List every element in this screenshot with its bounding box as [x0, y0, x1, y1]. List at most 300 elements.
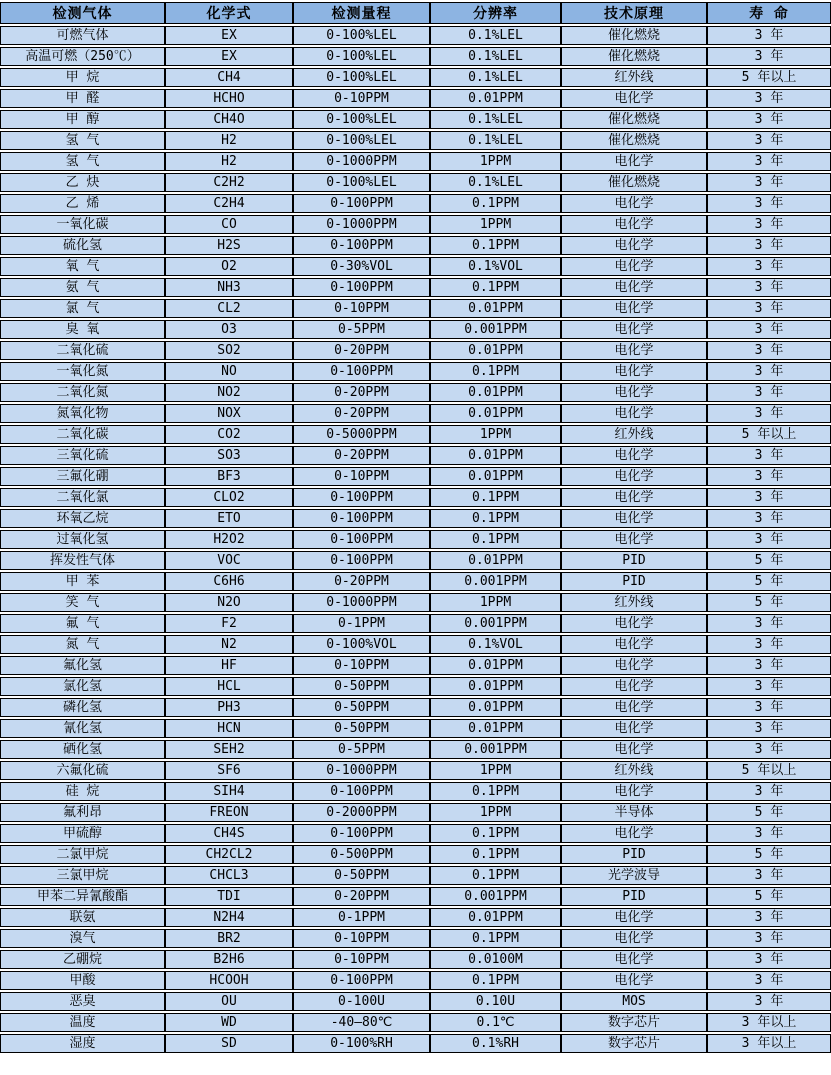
cell-chemical-formula: CL2: [165, 299, 293, 318]
cell-lifespan: 3 年: [707, 950, 831, 969]
cell-gas-name: 挥发性气体: [0, 551, 165, 570]
cell-chemical-formula: C6H6: [165, 572, 293, 591]
cell-resolution: 0.1PPM: [430, 845, 561, 864]
table-row: [0, 698, 831, 717]
cell-technology-principle: 数字芯片: [561, 1013, 707, 1032]
cell-resolution: 0.001PPM: [430, 887, 561, 906]
cell-gas-name: 硫化氢: [0, 236, 165, 255]
cell-chemical-formula: HCHO: [165, 89, 293, 108]
cell-chemical-formula: CO2: [165, 425, 293, 444]
cell-lifespan: 3 年: [707, 740, 831, 759]
cell-gas-name: 笑 气: [0, 593, 165, 612]
cell-detection-range: 0-100PPM: [293, 824, 430, 843]
cell-chemical-formula: O3: [165, 320, 293, 339]
cell-technology-principle: 电化学: [561, 362, 707, 381]
cell-resolution: 0.1PPM: [430, 782, 561, 801]
cell-detection-range: 0-50PPM: [293, 866, 430, 885]
cell-detection-range: 0-20PPM: [293, 887, 430, 906]
cell-gas-name: 湿度: [0, 1034, 165, 1053]
cell-technology-principle: 电化学: [561, 383, 707, 402]
cell-technology-principle: 电化学: [561, 740, 707, 759]
header-row: [0, 2, 831, 24]
cell-lifespan: 3 年: [707, 698, 831, 717]
cell-lifespan: 3 年: [707, 488, 831, 507]
cell-detection-range: 0-100U: [293, 992, 430, 1011]
cell-chemical-formula: C2H4: [165, 194, 293, 213]
cell-resolution: 1PPM: [430, 803, 561, 822]
cell-technology-principle: 电化学: [561, 635, 707, 654]
cell-chemical-formula: NH3: [165, 278, 293, 297]
cell-lifespan: 3 年以上: [707, 1013, 831, 1032]
cell-lifespan: 3 年: [707, 530, 831, 549]
cell-detection-range: 0-100PPM: [293, 509, 430, 528]
cell-technology-principle: PID: [561, 845, 707, 864]
table-row: [0, 677, 831, 696]
cell-chemical-formula: FREON: [165, 803, 293, 822]
cell-chemical-formula: WD: [165, 1013, 293, 1032]
table-row: [0, 131, 831, 150]
cell-detection-range: 0-5000PPM: [293, 425, 430, 444]
cell-resolution: 0.001PPM: [430, 320, 561, 339]
cell-detection-range: 0-20PPM: [293, 383, 430, 402]
cell-gas-name: 溴气: [0, 929, 165, 948]
cell-technology-principle: 半导体: [561, 803, 707, 822]
cell-gas-name: 一氧化氮: [0, 362, 165, 381]
header-gas-name: 检测气体: [0, 2, 165, 24]
cell-detection-range: 0-100%LEL: [293, 110, 430, 129]
cell-detection-range: 0-1PPM: [293, 614, 430, 633]
cell-resolution: 0.1PPM: [430, 278, 561, 297]
cell-detection-range: 0-1PPM: [293, 908, 430, 927]
cell-gas-name: 三氧化硫: [0, 446, 165, 465]
cell-chemical-formula: NO: [165, 362, 293, 381]
cell-detection-range: 0-100PPM: [293, 782, 430, 801]
cell-detection-range: 0-50PPM: [293, 677, 430, 696]
cell-technology-principle: PID: [561, 887, 707, 906]
cell-chemical-formula: CO: [165, 215, 293, 234]
cell-gas-name: 甲硫醇: [0, 824, 165, 843]
table-row: [0, 194, 831, 213]
cell-chemical-formula: CLO2: [165, 488, 293, 507]
cell-detection-range: 0-100PPM: [293, 194, 430, 213]
cell-gas-name: 温度: [0, 1013, 165, 1032]
cell-resolution: 1PPM: [430, 593, 561, 612]
cell-gas-name: 氟利昂: [0, 803, 165, 822]
table-row: [0, 47, 831, 66]
header-chemical-formula: 化学式: [165, 2, 293, 24]
cell-lifespan: 3 年: [707, 719, 831, 738]
cell-gas-name: 硒化氢: [0, 740, 165, 759]
cell-gas-name: 氮氧化物: [0, 404, 165, 423]
cell-chemical-formula: HF: [165, 656, 293, 675]
cell-chemical-formula: N2O: [165, 593, 293, 612]
cell-gas-name: 氮 气: [0, 635, 165, 654]
cell-gas-name: 可燃气体: [0, 26, 165, 45]
cell-lifespan: 3 年: [707, 194, 831, 213]
cell-chemical-formula: H2: [165, 152, 293, 171]
cell-gas-name: 氟 气: [0, 614, 165, 633]
cell-detection-range: 0-1000PPM: [293, 761, 430, 780]
table-row: [0, 635, 831, 654]
table-row: [0, 530, 831, 549]
cell-lifespan: 3 年: [707, 26, 831, 45]
cell-technology-principle: 电化学: [561, 257, 707, 276]
cell-lifespan: 3 年: [707, 404, 831, 423]
cell-technology-principle: 电化学: [561, 530, 707, 549]
cell-lifespan: 3 年: [707, 614, 831, 633]
cell-chemical-formula: CH2CL2: [165, 845, 293, 864]
table-row: [0, 236, 831, 255]
cell-chemical-formula: HCOOH: [165, 971, 293, 990]
cell-lifespan: 3 年: [707, 362, 831, 381]
cell-chemical-formula: TDI: [165, 887, 293, 906]
cell-lifespan: 3 年: [707, 236, 831, 255]
cell-technology-principle: MOS: [561, 992, 707, 1011]
cell-detection-range: 0-100PPM: [293, 551, 430, 570]
table-row: [0, 866, 831, 885]
cell-gas-name: 环氧乙烷: [0, 509, 165, 528]
cell-resolution: 0.1PPM: [430, 236, 561, 255]
table-row: [0, 656, 831, 675]
cell-gas-name: 一氧化碳: [0, 215, 165, 234]
cell-gas-name: 三氯甲烷: [0, 866, 165, 885]
cell-technology-principle: 电化学: [561, 908, 707, 927]
cell-resolution: 0.01PPM: [430, 89, 561, 108]
cell-detection-range: 0-100PPM: [293, 236, 430, 255]
table-body: [0, 26, 831, 1053]
table-row: [0, 68, 831, 87]
cell-lifespan: 5 年: [707, 887, 831, 906]
table-row: [0, 383, 831, 402]
table-row: [0, 89, 831, 108]
cell-lifespan: 5 年: [707, 845, 831, 864]
cell-chemical-formula: N2H4: [165, 908, 293, 927]
cell-resolution: 0.1%LEL: [430, 68, 561, 87]
cell-detection-range: 0-10PPM: [293, 950, 430, 969]
cell-detection-range: 0-100%LEL: [293, 26, 430, 45]
cell-resolution: 0.001PPM: [430, 740, 561, 759]
cell-gas-name: 氟化氢: [0, 656, 165, 675]
cell-chemical-formula: F2: [165, 614, 293, 633]
cell-lifespan: 3 年: [707, 257, 831, 276]
cell-chemical-formula: VOC: [165, 551, 293, 570]
cell-gas-name: 联氨: [0, 908, 165, 927]
cell-chemical-formula: SO3: [165, 446, 293, 465]
cell-technology-principle: 电化学: [561, 698, 707, 717]
cell-chemical-formula: PH3: [165, 698, 293, 717]
cell-resolution: 0.1PPM: [430, 530, 561, 549]
cell-lifespan: 3 年: [707, 47, 831, 66]
cell-lifespan: 3 年: [707, 383, 831, 402]
cell-detection-range: 0-50PPM: [293, 719, 430, 738]
cell-lifespan: 5 年: [707, 551, 831, 570]
table-row: [0, 488, 831, 507]
cell-technology-principle: 催化燃烧: [561, 110, 707, 129]
cell-resolution: 0.001PPM: [430, 572, 561, 591]
cell-chemical-formula: B2H6: [165, 950, 293, 969]
cell-chemical-formula: H2S: [165, 236, 293, 255]
cell-lifespan: 3 年: [707, 320, 831, 339]
cell-chemical-formula: SF6: [165, 761, 293, 780]
cell-gas-name: 乙 烯: [0, 194, 165, 213]
cell-lifespan: 5 年以上: [707, 761, 831, 780]
cell-technology-principle: 电化学: [561, 677, 707, 696]
cell-chemical-formula: OU: [165, 992, 293, 1011]
cell-lifespan: 3 年: [707, 446, 831, 465]
cell-technology-principle: 电化学: [561, 446, 707, 465]
cell-chemical-formula: SEH2: [165, 740, 293, 759]
cell-technology-principle: 电化学: [561, 824, 707, 843]
cell-detection-range: 0-50PPM: [293, 698, 430, 717]
cell-technology-principle: 电化学: [561, 509, 707, 528]
cell-resolution: 0.1PPM: [430, 488, 561, 507]
cell-chemical-formula: HCL: [165, 677, 293, 696]
cell-gas-name: 六氟化硫: [0, 761, 165, 780]
table-row: [0, 971, 831, 990]
cell-resolution: 0.1PPM: [430, 509, 561, 528]
cell-technology-principle: 电化学: [561, 488, 707, 507]
cell-lifespan: 3 年: [707, 173, 831, 192]
cell-technology-principle: 电化学: [561, 614, 707, 633]
cell-lifespan: 3 年: [707, 278, 831, 297]
cell-detection-range: 0-100PPM: [293, 278, 430, 297]
table-row: [0, 740, 831, 759]
table-row: [0, 341, 831, 360]
cell-lifespan: 3 年: [707, 635, 831, 654]
table-row: [0, 152, 831, 171]
cell-lifespan: 5 年以上: [707, 68, 831, 87]
table-row: [0, 845, 831, 864]
cell-lifespan: 3 年: [707, 908, 831, 927]
cell-detection-range: 0-100PPM: [293, 530, 430, 549]
cell-detection-range: 0-10PPM: [293, 467, 430, 486]
table-row: [0, 719, 831, 738]
cell-gas-name: 高温可燃（250℃）: [0, 47, 165, 66]
cell-resolution: 0.01PPM: [430, 383, 561, 402]
cell-chemical-formula: SIH4: [165, 782, 293, 801]
cell-lifespan: 3 年: [707, 152, 831, 171]
cell-technology-principle: 电化学: [561, 320, 707, 339]
cell-resolution: 0.01PPM: [430, 719, 561, 738]
table-row: [0, 950, 831, 969]
cell-resolution: 0.01PPM: [430, 551, 561, 570]
cell-resolution: 1PPM: [430, 215, 561, 234]
cell-lifespan: 3 年: [707, 866, 831, 885]
cell-lifespan: 3 年: [707, 656, 831, 675]
table-row: [0, 509, 831, 528]
cell-detection-range: 0-20PPM: [293, 341, 430, 360]
cell-gas-name: 甲 烷: [0, 68, 165, 87]
cell-detection-range: 0-30%VOL: [293, 257, 430, 276]
cell-gas-name: 二氧化氯: [0, 488, 165, 507]
cell-lifespan: 3 年: [707, 782, 831, 801]
table-row: [0, 215, 831, 234]
cell-detection-range: 0-100%LEL: [293, 173, 430, 192]
cell-chemical-formula: SO2: [165, 341, 293, 360]
cell-gas-name: 甲 醇: [0, 110, 165, 129]
cell-resolution: 0.01PPM: [430, 467, 561, 486]
cell-resolution: 0.1%LEL: [430, 110, 561, 129]
cell-gas-name: 磷化氢: [0, 698, 165, 717]
cell-detection-range: 0-100%LEL: [293, 68, 430, 87]
cell-detection-range: 0-5PPM: [293, 320, 430, 339]
header-lifespan: 寿 命: [707, 2, 831, 24]
table-row: [0, 908, 831, 927]
cell-lifespan: 5 年: [707, 803, 831, 822]
cell-gas-name: 甲 苯: [0, 572, 165, 591]
cell-resolution: 0.1%RH: [430, 1034, 561, 1053]
cell-lifespan: 3 年: [707, 215, 831, 234]
cell-lifespan: 3 年: [707, 929, 831, 948]
cell-detection-range: -40—80℃: [293, 1013, 430, 1032]
cell-gas-name: 氨 气: [0, 278, 165, 297]
cell-lifespan: 3 年以上: [707, 1034, 831, 1053]
cell-detection-range: 0-1000PPM: [293, 215, 430, 234]
table-row: [0, 404, 831, 423]
table-row: [0, 173, 831, 192]
cell-chemical-formula: H2O2: [165, 530, 293, 549]
cell-resolution: 0.1PPM: [430, 866, 561, 885]
cell-lifespan: 5 年以上: [707, 425, 831, 444]
cell-technology-principle: 电化学: [561, 404, 707, 423]
cell-technology-principle: 电化学: [561, 341, 707, 360]
table-row: [0, 887, 831, 906]
cell-resolution: 0.1PPM: [430, 929, 561, 948]
cell-resolution: 0.0100M: [430, 950, 561, 969]
cell-technology-principle: 电化学: [561, 950, 707, 969]
cell-technology-principle: 电化学: [561, 152, 707, 171]
cell-chemical-formula: NO2: [165, 383, 293, 402]
cell-lifespan: 3 年: [707, 110, 831, 129]
cell-technology-principle: 电化学: [561, 971, 707, 990]
cell-detection-range: 0-20PPM: [293, 572, 430, 591]
cell-gas-name: 氰化氢: [0, 719, 165, 738]
cell-chemical-formula: CH4S: [165, 824, 293, 843]
table-row: [0, 362, 831, 381]
cell-gas-name: 甲酸: [0, 971, 165, 990]
cell-chemical-formula: H2: [165, 131, 293, 150]
cell-gas-name: 臭 氧: [0, 320, 165, 339]
table-row: [0, 425, 831, 444]
table-row: [0, 782, 831, 801]
cell-technology-principle: 催化燃烧: [561, 47, 707, 66]
cell-resolution: 0.1PPM: [430, 824, 561, 843]
cell-resolution: 0.10U: [430, 992, 561, 1011]
cell-chemical-formula: HCN: [165, 719, 293, 738]
cell-lifespan: 3 年: [707, 509, 831, 528]
cell-technology-principle: 电化学: [561, 299, 707, 318]
cell-technology-principle: 电化学: [561, 467, 707, 486]
cell-resolution: 0.1PPM: [430, 362, 561, 381]
cell-resolution: 1PPM: [430, 761, 561, 780]
table-row: [0, 1034, 831, 1053]
cell-detection-range: 0-5PPM: [293, 740, 430, 759]
cell-lifespan: 3 年: [707, 824, 831, 843]
table-row: [0, 320, 831, 339]
cell-detection-range: 0-500PPM: [293, 845, 430, 864]
cell-resolution: 1PPM: [430, 425, 561, 444]
cell-chemical-formula: CH4: [165, 68, 293, 87]
cell-detection-range: 0-10PPM: [293, 299, 430, 318]
cell-lifespan: 3 年: [707, 299, 831, 318]
cell-technology-principle: PID: [561, 572, 707, 591]
table-row: [0, 299, 831, 318]
cell-resolution: 0.01PPM: [430, 341, 561, 360]
cell-detection-range: 0-1000PPM: [293, 152, 430, 171]
cell-technology-principle: 电化学: [561, 719, 707, 738]
table-row: [0, 803, 831, 822]
cell-detection-range: 0-100%RH: [293, 1034, 430, 1053]
cell-detection-range: 0-10PPM: [293, 656, 430, 675]
cell-resolution: 0.1℃: [430, 1013, 561, 1032]
cell-technology-principle: 催化燃烧: [561, 173, 707, 192]
cell-technology-principle: 电化学: [561, 194, 707, 213]
cell-resolution: 0.001PPM: [430, 614, 561, 633]
cell-lifespan: 3 年: [707, 467, 831, 486]
cell-technology-principle: 电化学: [561, 929, 707, 948]
cell-detection-range: 0-100%LEL: [293, 47, 430, 66]
cell-technology-principle: 光学波导: [561, 866, 707, 885]
cell-resolution: 0.1%LEL: [430, 173, 561, 192]
cell-resolution: 0.1%LEL: [430, 131, 561, 150]
cell-lifespan: 3 年: [707, 341, 831, 360]
cell-gas-name: 过氧化氢: [0, 530, 165, 549]
table-row: [0, 551, 831, 570]
cell-gas-name: 二氧化碳: [0, 425, 165, 444]
cell-technology-principle: 电化学: [561, 89, 707, 108]
cell-resolution: 0.01PPM: [430, 299, 561, 318]
cell-detection-range: 0-100PPM: [293, 971, 430, 990]
cell-technology-principle: 催化燃烧: [561, 26, 707, 45]
cell-chemical-formula: CHCL3: [165, 866, 293, 885]
cell-gas-name: 恶臭: [0, 992, 165, 1011]
cell-detection-range: 0-20PPM: [293, 404, 430, 423]
cell-gas-name: 乙 炔: [0, 173, 165, 192]
cell-technology-principle: 电化学: [561, 656, 707, 675]
cell-resolution: 0.01PPM: [430, 404, 561, 423]
cell-gas-name: 二氧化硫: [0, 341, 165, 360]
cell-resolution: 0.01PPM: [430, 908, 561, 927]
cell-chemical-formula: O2: [165, 257, 293, 276]
cell-technology-principle: 催化燃烧: [561, 131, 707, 150]
header-technology-principle: 技术原理: [561, 2, 707, 24]
cell-detection-range: 0-100%LEL: [293, 131, 430, 150]
cell-resolution: 0.1%VOL: [430, 635, 561, 654]
cell-resolution: 0.01PPM: [430, 446, 561, 465]
cell-gas-name: 氢 气: [0, 152, 165, 171]
cell-detection-range: 0-10PPM: [293, 89, 430, 108]
cell-chemical-formula: SD: [165, 1034, 293, 1053]
cell-chemical-formula: ETO: [165, 509, 293, 528]
cell-gas-name: 甲苯二异氰酸酯: [0, 887, 165, 906]
cell-gas-name: 氯化氢: [0, 677, 165, 696]
table-row: [0, 572, 831, 591]
cell-chemical-formula: C2H2: [165, 173, 293, 192]
cell-chemical-formula: CH4O: [165, 110, 293, 129]
cell-lifespan: 3 年: [707, 677, 831, 696]
table-row: [0, 929, 831, 948]
cell-chemical-formula: EX: [165, 47, 293, 66]
table-row: [0, 26, 831, 45]
cell-lifespan: 3 年: [707, 89, 831, 108]
cell-technology-principle: 红外线: [561, 761, 707, 780]
cell-detection-range: 0-2000PPM: [293, 803, 430, 822]
cell-technology-principle: 电化学: [561, 782, 707, 801]
cell-technology-principle: 电化学: [561, 236, 707, 255]
cell-chemical-formula: NOX: [165, 404, 293, 423]
cell-gas-name: 甲 醛: [0, 89, 165, 108]
table-row: [0, 593, 831, 612]
